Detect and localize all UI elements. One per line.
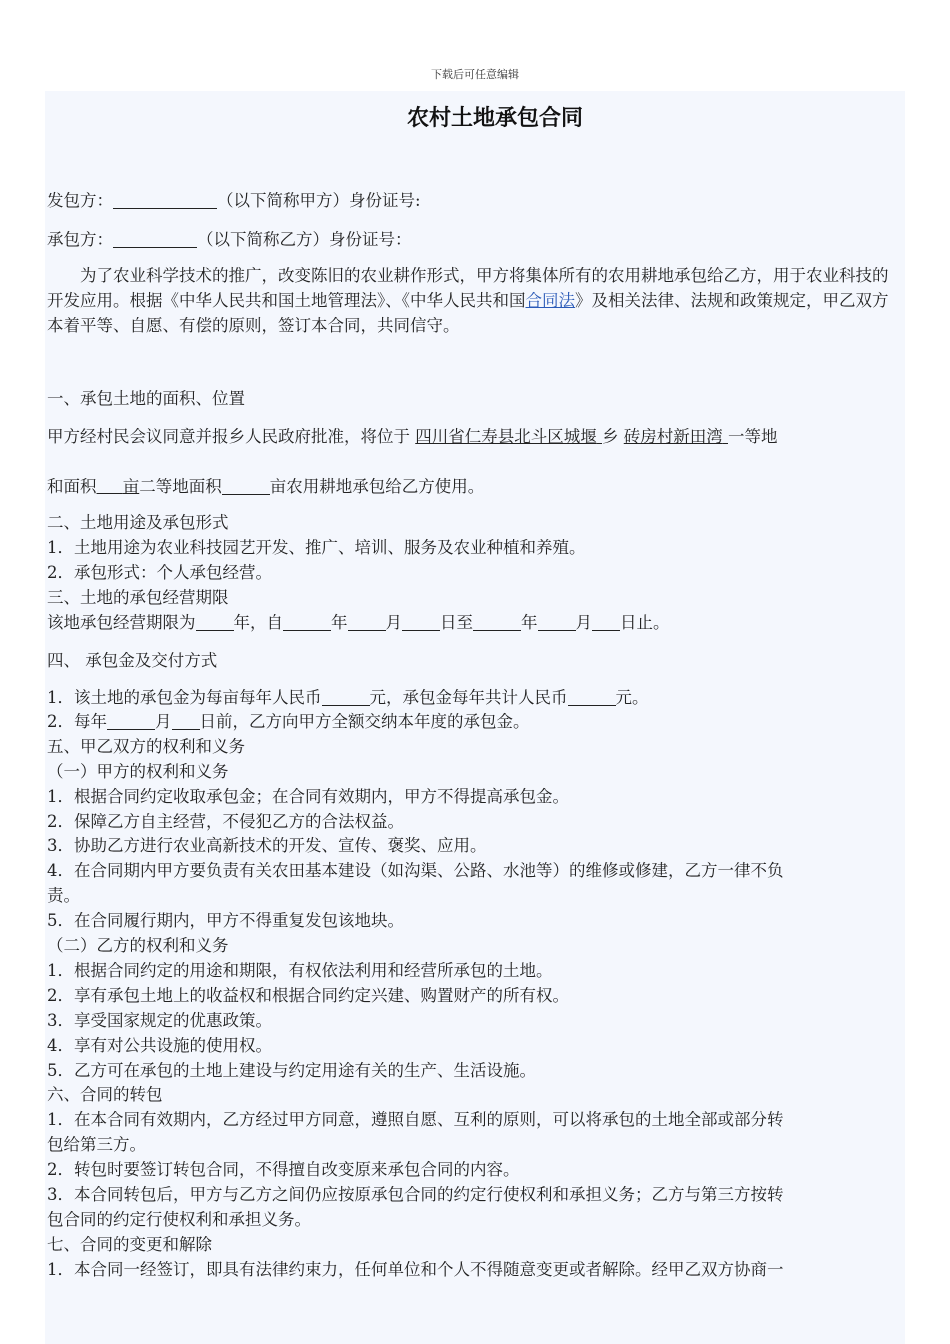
party-b-right-2: 2．享有承包土地上的收益权和根据合同约定兴建、购置财产的所有权。 (47, 986, 569, 1005)
second-grade-area-blank[interactable] (222, 477, 270, 495)
section-5-sub-1: （一）甲方的权利和义务 (47, 762, 229, 781)
section-2-item-1: 1．土地用途为农业科技园艺开发、推广、培训、服务及农业种植和养殖。 (47, 538, 586, 557)
pay-month-blank[interactable] (107, 712, 155, 730)
intro-paragraph (47, 263, 903, 338)
s4-text-c: 元。 (615, 688, 649, 707)
start-year-blank[interactable] (283, 613, 331, 631)
s3-year-2: 年 (331, 613, 348, 632)
start-day-blank[interactable] (402, 613, 440, 631)
end-day-blank[interactable] (592, 613, 620, 631)
location-village: 砖房村新田湾 (623, 427, 723, 446)
s3-day-1: 日 (440, 613, 457, 632)
s4-text-d: 2．每年 (47, 712, 107, 731)
s4-text-f: 日前，乙方向甲方全额交纳本年度的承包金。 (199, 712, 530, 731)
start-month-blank[interactable] (348, 613, 386, 631)
s3-month-1: 月 (385, 613, 402, 632)
party-b-suffix: （以下简称乙方）身份证号： (197, 230, 412, 249)
section-1-line-2 (47, 476, 903, 498)
party-a-label: 发包方： (47, 191, 113, 210)
party-a-duty-4-cont: 责。 (47, 886, 80, 905)
party-b-blank[interactable] (113, 230, 197, 248)
section-3-term-line (47, 612, 903, 634)
intro-text-1: 为了农业科学技术的推广，改变陈旧的农业耕作形式，甲方将集体所有的农用耕地承包给乙方，用于农业科技的开发应用。根据《中华人民共和国土地管理法》、《中华人民共和国 (47, 266, 889, 310)
section-4-item-2 (47, 711, 903, 733)
party-a-line (47, 190, 903, 212)
document-title: 农村土地承包合同 (406, 106, 583, 131)
page-header: 下载后可任意编辑 (431, 68, 519, 81)
party-a-duty-5: 5．在合同履行期内，甲方不得重复发包该地块。 (47, 911, 404, 930)
s3-year-3: 年 (521, 613, 538, 632)
section-4-heading: 四、 承包金及交付方式 (47, 651, 218, 670)
s1-text-b: 乡 (602, 427, 619, 446)
party-b-right-5: 5．乙方可在承包的土地上建设与约定用途有关的生产、生活设施。 (47, 1061, 536, 1080)
s3-text-a: 该地承包经营期限为 (47, 613, 196, 632)
sublease-item-1: 1．在本合同有效期内，乙方经过甲方同意，遵照自愿、互利的原则，可以将承包的土地全部或部分转 (47, 1110, 784, 1129)
term-years-blank[interactable] (196, 613, 234, 631)
s1-text-c: 一等地 (728, 427, 778, 446)
party-b-right-4: 4．享有对公共设施的使用权。 (47, 1036, 272, 1055)
section-5-heading: 五、甲乙双方的权利和义务 (47, 737, 245, 756)
s3-month-2: 月 (575, 613, 592, 632)
contract-law-link[interactable]: 合同法 (525, 291, 575, 310)
rent-total-blank[interactable] (568, 688, 616, 706)
pay-day-blank[interactable] (172, 712, 200, 730)
party-a-duty-3: 3．协助乙方进行农业高新技术的开发、宣传、褒奖、应用。 (47, 836, 487, 855)
sublease-item-3: 3．本合同转包后，甲方与乙方之间仍应按原承包合同的约定行使权利和承担义务；乙方与第三方按转 (47, 1185, 784, 1204)
party-a-duty-1: 1．根据合同约定收取承包金；在合同有效期内，甲方不得提高承包金。 (47, 787, 569, 806)
sublease-item-1-cont: 包给第三方。 (47, 1135, 146, 1154)
s3-from: ，自 (250, 613, 283, 632)
area-unit: 亩 (122, 477, 140, 496)
section-1-line-1 (47, 426, 903, 448)
s3-end: 日止。 (620, 613, 670, 632)
sublease-item-3-cont: 包合同的约定行使权利和承担义务。 (47, 1210, 311, 1229)
end-year-blank[interactable] (473, 613, 521, 631)
sublease-item-2: 2．转包时要签订转包合同，不得擅自改变原来承包合同的内容。 (47, 1160, 520, 1179)
s1-text-f: 亩农用耕地承包给乙方使用。 (269, 477, 485, 496)
section-4-item-1 (47, 687, 903, 709)
rent-per-mu-blank[interactable] (322, 688, 370, 706)
location-place: 四川省仁寿县北斗区城堰 (415, 427, 597, 446)
end-month-blank[interactable] (538, 613, 576, 631)
change-item-1: 1．本合同一经签订，即具有法律约束力，任何单位和个人不得随意变更或者解除。经甲乙双方协商一 (47, 1260, 784, 1279)
s4-text-a: 1．该土地的承包金为每亩每年人民币 (47, 688, 322, 707)
party-b-right-3: 3．享受国家规定的优惠政策。 (47, 1011, 272, 1030)
s4-text-e: 月 (155, 712, 172, 731)
section-2-heading: 二、土地用途及承包形式 (47, 513, 229, 532)
party-a-duty-4: 4．在合同期内甲方要负责有关农田基本建设（如沟渠、公路、水池等）的维修或修建，乙方一律不负 (47, 861, 784, 880)
intro-text-2: 》及相关法律、法规和政策规定，甲乙双方本着平等、自愿、有偿的原则，签订本合同，共同信守。 (47, 291, 889, 335)
section-3-heading: 三、土地的承包经营期限 (47, 588, 229, 607)
party-b-right-1: 1．根据合同约定的用途和期限，有权依法利用和经营所承包的土地。 (47, 961, 553, 980)
party-a-blank[interactable] (113, 191, 217, 209)
section-7-heading: 七、合同的变更和解除 (47, 1235, 212, 1254)
s1-text-a: 甲方经村民会议同意并报乡人民政府批准，将位于 (47, 427, 410, 446)
section-2-item-2: 2．承包形式：个人承包经营。 (47, 563, 272, 582)
party-b-label: 承包方： (47, 230, 113, 249)
section-5-sub-2: （二）乙方的权利和义务 (47, 936, 229, 955)
section-6-heading: 六、合同的转包 (47, 1085, 163, 1104)
section-1-heading: 一、承包土地的面积、位置 (47, 389, 245, 408)
party-a-suffix: （以下简称甲方）身份证号: (217, 191, 421, 210)
s1-text-d: 和面积 (47, 477, 97, 496)
party-a-duty-2: 2．保障乙方自主经营，不侵犯乙方的合法权益。 (47, 812, 404, 831)
s3-year-1: 年 (233, 613, 250, 632)
s3-to: 至 (456, 613, 473, 632)
party-b-line (47, 229, 903, 251)
s1-text-e: 二等地面积 (139, 477, 222, 496)
s4-text-b: 元，承包金每年共计人民币 (369, 688, 568, 707)
